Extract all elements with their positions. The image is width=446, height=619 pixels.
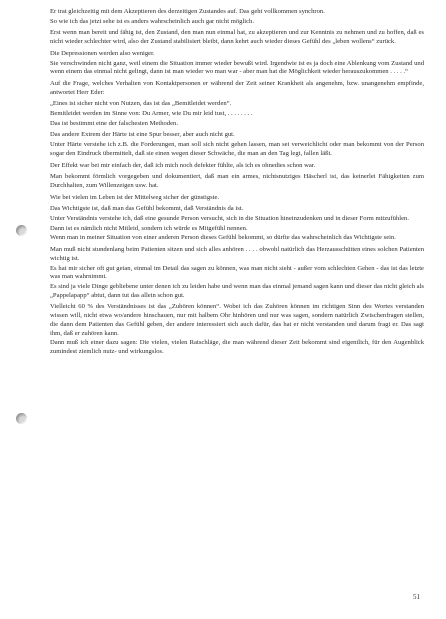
paragraph: Der Effekt war bei mir einfach der, daß ich mich noch defekter fühlte, als ich es ohnedies schon war. xyxy=(50,161,316,169)
paragraph: Auf die Frage, welches Verhalten von Kontaktpersonen er während der Zeit seiner Krankheit als angenehm, bzw. unangenehm empfinde, antwortet Herr Eder: xyxy=(50,79,424,96)
paragraph: Sie verschwinden nicht ganz, weil einem die Situation immer wieder bewußt wird. Irgendwie ist es ja doch eine Ablenkung vom Zustand und wenn einem das einmal nicht gelingt, dann ist man wieder wo man war - aber man hat die Möglichkeit wieder herauszukommen . . . . .“ xyxy=(50,59,424,76)
paragraph: Dann ist es nämlich nicht Mitleid, sondern ich würde es Mitgefühl nennen. xyxy=(50,224,248,232)
page-number: 51 xyxy=(413,593,420,601)
body-text xyxy=(50,8,424,358)
paragraph: Unter Verständnis verstehe ich, daß eine gesunde Person versucht, sich in die Situation hineinzudenken und in dieser Form mitzufühlen. xyxy=(50,215,409,223)
paragraph: Das ist bestimmt eine der falschesten Methoden. xyxy=(50,119,178,127)
paragraph: Man bekommt förmlich vorgegeben und dokumentiert, daß man ein armes, nichtsnutziges Häscherl ist, das keinerlei Fähigkeiten zum Durchhalten, zum Willenzeigen usw. hat. xyxy=(50,173,424,189)
paragraph: Wie bei vielen im Leben ist der Mittelweg sicher der günstigste. xyxy=(50,193,220,201)
paragraph: Es sind ja viele Dinge gebliebene unter denen ich zu leiden habe und wenn man das einmal jemand sagen kann und dieser das nicht gleich als „Pappelapapp“ abtut, dann tut das allein schon gut. xyxy=(50,282,424,299)
paragraph: Unter Härte verstehe ich z.B. die Forderungen, man soll sich nicht gehen lassen, man sei verweichlicht oder man bekommt von der Person sogar den Eindruck übermittelt, daß sie einen wegen dieser Schwäche, die man an den Tag legt, fallen läßt. xyxy=(50,141,424,157)
paragraph: Wenn man in meiner Situation von einer anderen Person dieses Gefühl bekommt, so dürfte das wahrscheinlich das Wichtigste sein. xyxy=(50,234,396,242)
paragraph: „Eines ist sicher nicht von Nutzen, das ist das „Bemitleidet werden“. xyxy=(50,100,232,108)
paragraph: Er trat gleichzeitig mit dem Akzeptieren des derzeitigen Zustandes auf. Das geht vollkommen synchron. xyxy=(50,8,325,15)
paragraph: Es hat mir sicher oft gut getan, einmal im Detail das sagen zu können, was man nicht sieht - außer vom schlechten Gehen - das ist das letzte was man wahrnimmt. xyxy=(50,264,424,281)
paragraph: So wie ich das jetzt sehe ist es anders wahrscheinlich auch gar nicht möglich. xyxy=(50,17,254,25)
paragraph: Erst wenn man bereit und fähig ist, den Zustand, den man nun einmal hat, zu akzeptieren und zur Kenntnis zu nehmen und zu hoffen, daß es nicht wieder schlechter wird, also der Zustand stabilisiert bleibt, dann kehrt auch wieder dieses Gefühl des „leben wollens“ zurück. xyxy=(50,29,424,46)
paragraph: Die Depressionen werden also weniger. xyxy=(50,49,155,57)
punch-hole-mark xyxy=(16,413,27,424)
paragraph: Das Wichtigste ist, daß man das Gefühl bekommt, daß Verständnis da ist. xyxy=(50,205,244,213)
paragraph: Das andere Extrem der Härte ist eine Spur besser, aber auch nicht gut. xyxy=(50,131,235,139)
paragraph: Bemitleidet werden im Sinne von: Du Armer, wie Du mir leid tust, . . . . . . . . xyxy=(50,110,253,118)
paragraph: Vielleicht 60 % des Verständnisses ist das „Zuhören können“. Wobei ich das Zuhören können im richtigen Sinn des Wortes verstanden wissen will, nicht etwa wo/andere hinschauen, nur mit halbem Ohr hinhören und nur was sagen, sondern natürlich Zwischenfragen stellen, die dann dem Patienten das Gefühl geben, der andere interessiert sich auch dafür, das hat er nicht verstanden und darum fragt er. Das sagt ihm, daß er zuhören kann. xyxy=(50,303,424,337)
paragraph: Man muß nicht stundenlang beim Patienten sitzen und sich alles anhören . . . . obwohl natürlich das Herzausschütten eines solchen Patienten wichtig ist. xyxy=(50,246,424,262)
punch-hole-mark xyxy=(16,225,27,236)
paragraph: Dann muß ich einer dazu sagen: Die vielen, vielen Ratschläge, die man während dieser Zeit bekommt sind eigentlich, für den Augenblick zumindest ziemlich nutz- und wirkungslos. xyxy=(50,339,424,355)
